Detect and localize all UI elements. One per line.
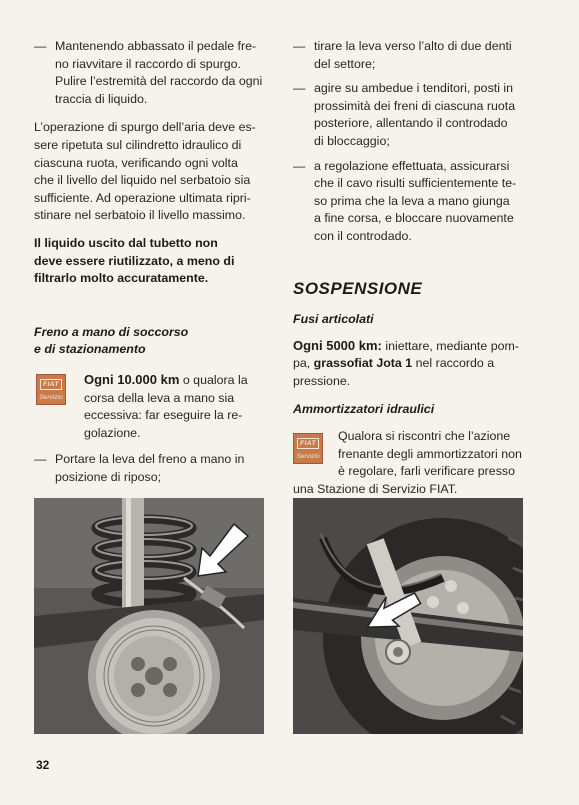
service-interval: Ogni 10.000 km [84,371,180,387]
text-line [293,355,525,373]
list-item [293,158,525,246]
section-heading [34,324,266,359]
text-line: Pulire l’estremità del raccordo da ogni [55,74,263,89]
text-line: stinare nel serbatoio il livello massimo. [34,208,246,223]
text-line: che il livello del liquido nel serbatoio sia [34,173,251,188]
list-item [34,38,266,108]
badge-brand: FIAT [40,379,62,390]
badge-brand: FIAT [297,438,319,449]
subheading: Ammortizzatori idraulici [293,401,435,416]
text-line: tirare la leva verso l’alto di due denti [314,39,512,53]
text-line: con il controdado. [314,228,412,243]
text-line: posizione di riposo; [55,469,162,484]
text-line: sufficiente. Ad operazione ultimata ripri- [34,190,251,205]
text-fragment: o qualora la [182,372,248,387]
fiat-service-badge [36,374,66,405]
text-line: che il cavo risulti sufficientemente te- [314,176,517,191]
text-line: corsa della leva a mano sia [84,390,235,405]
section-title: SOSPENSIONE [293,278,423,298]
dash-bullet: — [34,39,47,53]
text-line: a fine corsa, e bloccare nuovamente [314,211,514,226]
text-line: frenante degli ammortizzatori non [338,446,522,461]
service-note [34,371,266,442]
heading-line: e di stazionamento [34,342,146,357]
text-line: golazione. [84,425,141,440]
text-line: traccia di liquido. [55,91,148,106]
text-line: Il liquido uscito dal tubetto non [34,235,218,250]
text-line: prossimità dei freni di ciascuna ruota [314,98,516,113]
text-line: no riavvitare il raccordo di spurgo. [55,56,241,71]
fiat-service-badge [293,433,323,464]
service-interval: Ogni 5000 km: [293,337,382,353]
text-line: Mantenendo abbassato il pedale fre- [55,39,257,53]
badge-label: Servizio [39,393,63,401]
dash-bullet: — [293,81,306,96]
badge-label: Servizio [296,453,320,461]
paragraph [293,337,525,391]
text-line: Qualora si riscontri che l’azione [338,429,511,444]
text-line: deve essere riutilizzato, a meno di [34,253,235,268]
text-line: posteriore, allentando il controdado [314,116,508,131]
right-column [293,38,525,498]
text-line: del settore; [314,56,376,71]
text-line: so prima che la leva a mano giunga [314,193,510,208]
text-fragment: pa, [293,356,314,371]
text-line: di bloccaggio; [314,133,390,148]
text-line: è regolare, farli verificare presso [338,464,515,479]
brake-assembly-photo [34,498,264,734]
dash-bullet: — [34,452,47,467]
dash-bullet: — [293,158,306,173]
shock-absorber-illustration [293,498,523,734]
text-line: L’operazione di spurgo dell’aria deve es- [34,120,256,135]
warning-paragraph [34,235,266,288]
text-line: eccessiva: far eseguire la re- [84,408,243,423]
text-fragment: iniettare, mediante pom- [381,338,519,353]
left-column [34,38,266,486]
text-line: agire su ambedue i tenditori, posti in [314,81,514,96]
text-line: una Stazione di Servizio FIAT. [293,481,458,496]
dash-bullet: — [293,39,306,53]
text-line: ciascuna ruota, verificando ogni volta [34,155,238,170]
text-fragment: nel raccordo a [412,356,495,371]
list-item [293,80,525,150]
text-line: a regolazione effettuata, assicurarsi [314,158,510,173]
text-line: pressione. [293,373,351,388]
list-item [293,38,525,73]
service-note [293,428,525,498]
paragraph [34,119,266,225]
page-number: 32 [36,758,50,772]
brake-assembly-illustration [34,498,264,734]
subheading: Fusi articolati [293,312,374,327]
text-line: filtrarlo molto accuratamente. [34,271,209,286]
list-item [34,451,266,486]
heading-line: Freno a mano di soccorso [34,324,189,339]
text-line [84,371,266,390]
text-line: sere ripetuta sul cilindretto idraulico di [34,137,242,152]
text-line: Portare la leva del freno a mano in [55,452,245,467]
product-name: grassofiat Jota 1 [313,356,413,371]
shock-absorber-photo [293,498,523,734]
text-line [293,337,525,356]
